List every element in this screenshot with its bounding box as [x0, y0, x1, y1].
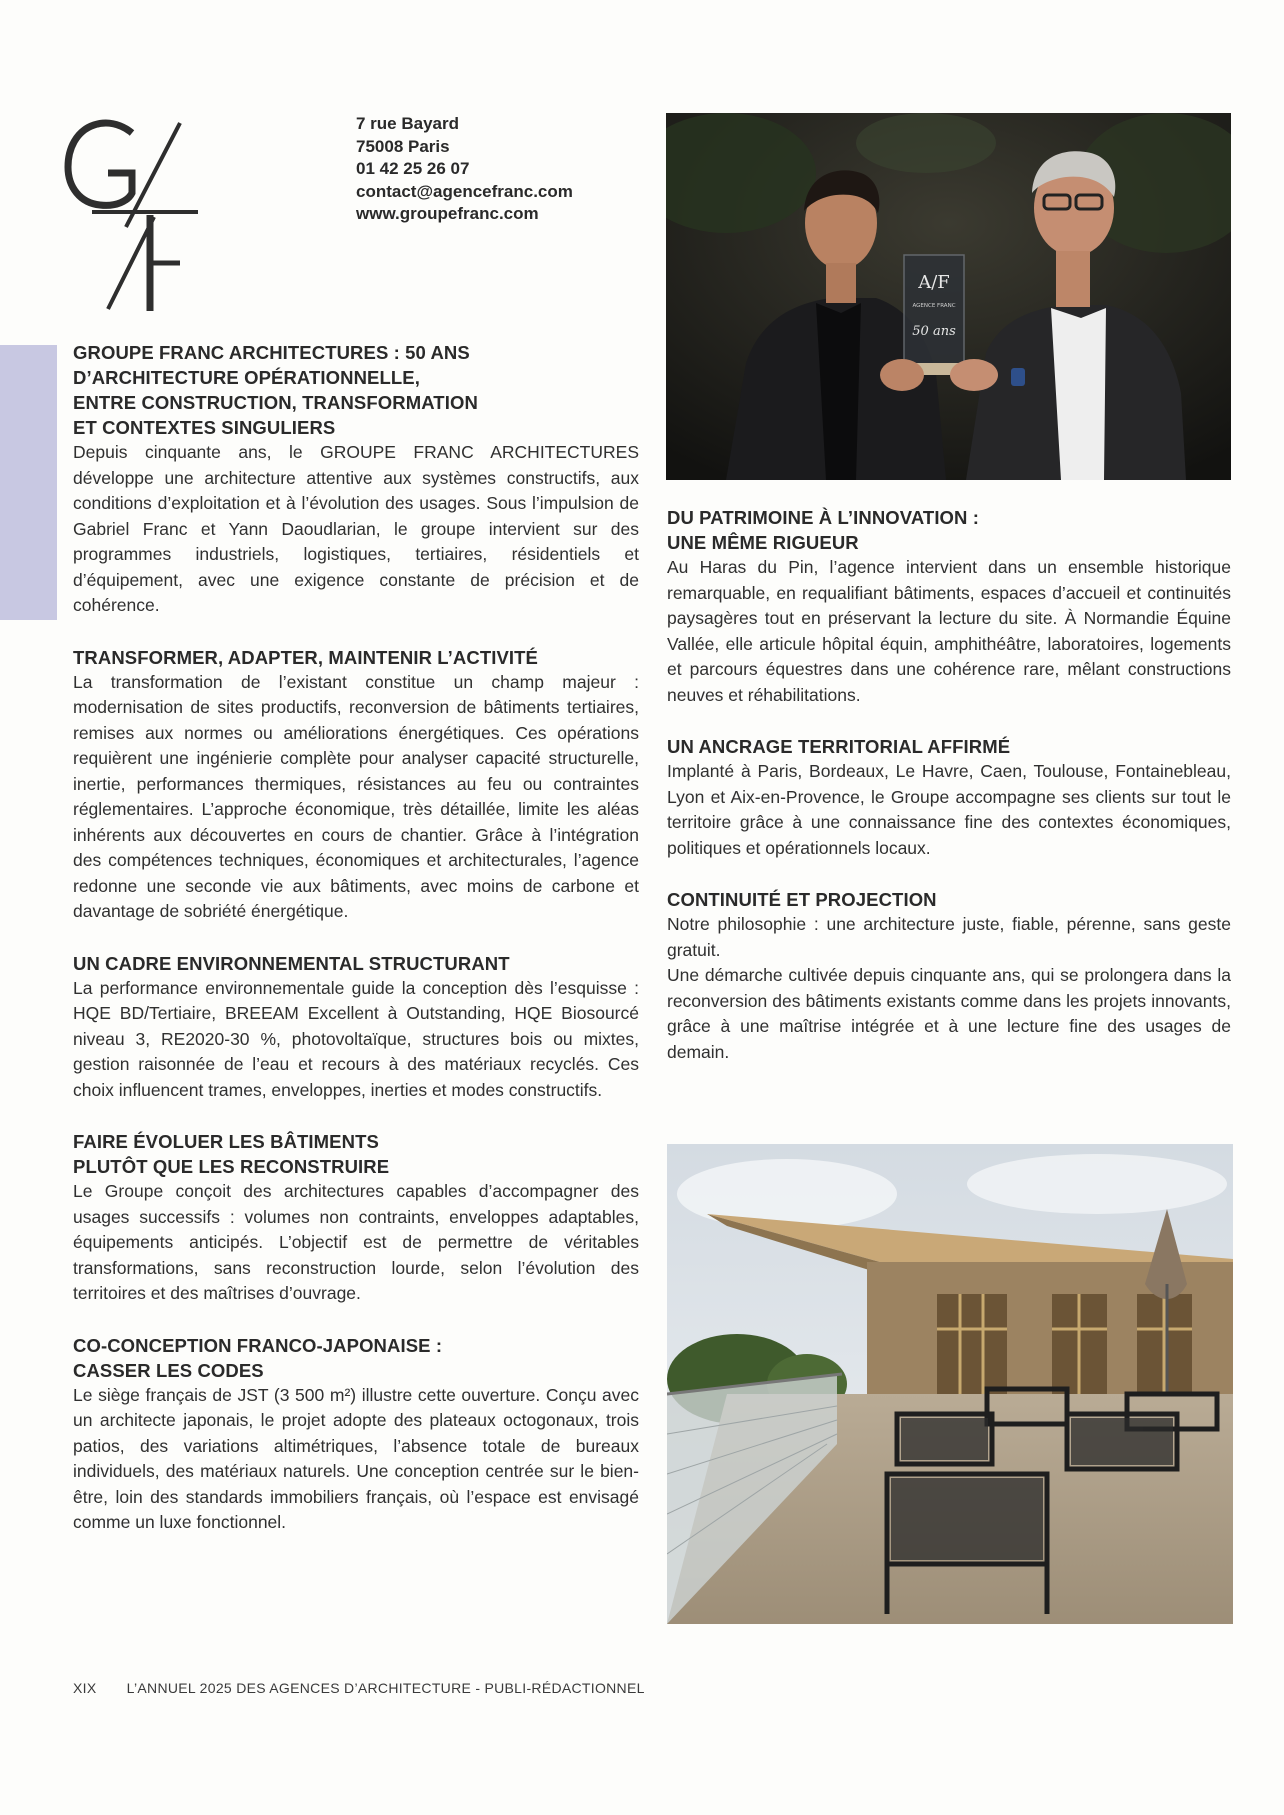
title-line: CASSER LES CODES	[73, 1359, 264, 1381]
section-title	[73, 1129, 639, 1179]
trophy-logo: A/F	[918, 272, 950, 293]
title-line: DU PATRIMOINE À L’INNOVATION :	[667, 507, 980, 528]
title-line: GROUPE FRANC ARCHITECTURES : 50 ANS	[73, 342, 470, 363]
section-title	[73, 1333, 639, 1383]
contact-block	[356, 113, 573, 226]
section-environnement	[73, 951, 639, 1104]
title-line: TRANSFORMER, ADAPTER, MAINTENIR L’ACTIVITÉ	[73, 646, 538, 668]
left-column	[73, 340, 639, 1562]
title-line: CO-CONCEPTION FRANCO-JAPONAISE :	[73, 1334, 443, 1356]
section-title	[73, 340, 639, 440]
title-line: PLUTÔT QUE LES RECONSTRUIRE	[73, 1156, 390, 1177]
groupe-franc-logo	[62, 115, 207, 315]
title-line: FAIRE ÉVOLUER LES BÂTIMENTS	[73, 1131, 379, 1152]
section-ancrage	[667, 734, 1231, 861]
title-line: D’ARCHITECTURE OPÉRATIONNELLE,	[73, 367, 420, 388]
section-title	[667, 505, 1231, 555]
page-footer	[73, 1680, 645, 1696]
title-line: CONTINUITÉ ET PROJECTION	[667, 889, 937, 910]
section-paragraph: Notre philosophie : une architecture juste, fiable, pérenne, sans geste gratuit.	[667, 914, 1231, 960]
section-title	[73, 951, 639, 976]
contact-street: 7 rue Bayard	[356, 114, 459, 133]
trophy-caption: 50 ans	[912, 324, 956, 339]
contact-email[interactable]: contact@agencefranc.com	[356, 181, 573, 201]
section-paragraph: Le siège français de JST (3 500 m²) illustre cette ouverture. Conçu avec un architecte japonais, le projet adopte des plateaux octogonaux, trois patios, des variations altimétriques, l’absence totale de bureaux individuels, des matériaux naturels. Une conception centrée sur le bien-être, loin des standards immobiliers français, où l’espace est envisagé comme un luxe fonctionnel.	[73, 1384, 639, 1532]
section-title	[667, 887, 1231, 912]
section-paragraph: Le Groupe conçoit des architectures capables d’accompagner des usages successifs : volumes non contraints, enveloppes adaptables, équipements anticipés. L’objectif est de permettre de véritables transformations, sans reconstruction lourde, selon l’évolution des territoires et des maîtrises d’ouvrage.	[73, 1181, 639, 1303]
section-continuite	[667, 887, 1231, 1065]
terrace-photo	[667, 1144, 1233, 1624]
section-paragraph: Implanté à Paris, Bordeaux, Le Havre, Caen, Toulouse, Fontainebleau, Lyon et Aix-en-Provence, le Groupe accompagne ses clients sur tout le territoire grâce à une connaissance fine des contextes économiques, politiques et opérationnels locaux.	[667, 761, 1231, 858]
publication-title: L’ANNUEL 2025 DES AGENCES D’ARCHITECTURE - PUBLI-RÉDACTIONNEL	[126, 1680, 645, 1696]
section-faire-evoluer	[73, 1129, 639, 1307]
section-co-conception	[73, 1333, 639, 1536]
title-line: UNE MÊME RIGUEUR	[667, 532, 859, 553]
award-photo	[666, 113, 1231, 480]
section-paragraph: La transformation de l’existant constitue un champ majeur : modernisation de sites productifs, reconversion de bâtiments tertiaires, remises aux normes ou améliorations énergétiques. Ces opérations requièrent une ingénierie complète pour analyser capacité structurelle, inertie, performances thermiques, résistances au feu ou contraintes réglementaires. L’approche économique, très détaillée, limite les aléas inhérents aux découvertes en cours de chantier. Grâce à l’intégration des compétences techniques, économiques et architecturales, l’agence redonne une seconde vie aux bâtiments, avec moins de carbone et davantage de sobriété énergétique.	[73, 671, 639, 921]
trophy-text: AGENCE FRANC	[912, 303, 956, 309]
title-line: UN ANCRAGE TERRITORIAL AFFIRMÉ	[667, 736, 1011, 757]
section-paragraph: Au Haras du Pin, l’agence intervient dans un ensemble historique remarquable, en requalifiant bâtiments, espaces d’accueil et continuités paysagères tout en préservant la lecture du site. À Normandie Équine Vallée, elle articule hôpital équin, amphithéâtre, laboratoires, logements et parcours équestres dans une cohérence rare, mêlant constructions neuves et réhabilitations.	[667, 557, 1231, 705]
section-patrimoine	[667, 505, 1231, 708]
contact-city: 75008 Paris	[356, 136, 450, 156]
section-paragraph: La performance environnementale guide la conception dès l’esquisse : HQE BD/Tertiaire, BREEAM Excellent à Outstanding, HQE Biosourcé niveau 3, RE2020-30 %, photovoltaïque, structures bois ou mixtes, gestion raisonnée de l’eau et recours à des matériaux recyclés. Ces choix influencent trames, enveloppes, inerties et modes constructifs.	[73, 977, 639, 1100]
title-line: ET CONTEXTES SINGULIERS	[73, 417, 336, 438]
side-accent-bar	[0, 345, 57, 620]
section-transformer	[73, 645, 639, 925]
section-intro	[73, 340, 639, 619]
section-paragraph: Une démarche cultivée depuis cinquante ans, qui se prolongera dans la reconversion des bâtiments existants comme dans les projets innovants, grâce à une maîtrise intégrée et à une lecture fine des usages de demain.	[667, 965, 1231, 1062]
title-line: ENTRE CONSTRUCTION, TRANSFORMATION	[73, 392, 478, 413]
contact-phone[interactable]: 01 42 25 26 07	[356, 159, 470, 178]
section-title	[73, 645, 639, 670]
contact-website[interactable]: www.groupefranc.com	[356, 204, 539, 223]
section-paragraph: Depuis cinquante ans, le GROUPE FRANC ARCHITECTURES développe une architecture attentive aux systèmes constructifs, aux conditions d’exploitation et à l’évolution des usages. Sous l’impulsion de Gabriel Franc et Yann Daoudlarian, le groupe intervient sur des programmes industriels, logistiques, tertiaires, résidentiels et d’équipement, avec une exigence constante de précision et de cohérence.	[73, 442, 639, 615]
page-number: XIX	[73, 1680, 97, 1696]
title-line: UN CADRE ENVIRONNEMENTAL STRUCTURANT	[73, 952, 510, 974]
right-column	[667, 505, 1231, 1091]
section-title	[667, 734, 1231, 759]
